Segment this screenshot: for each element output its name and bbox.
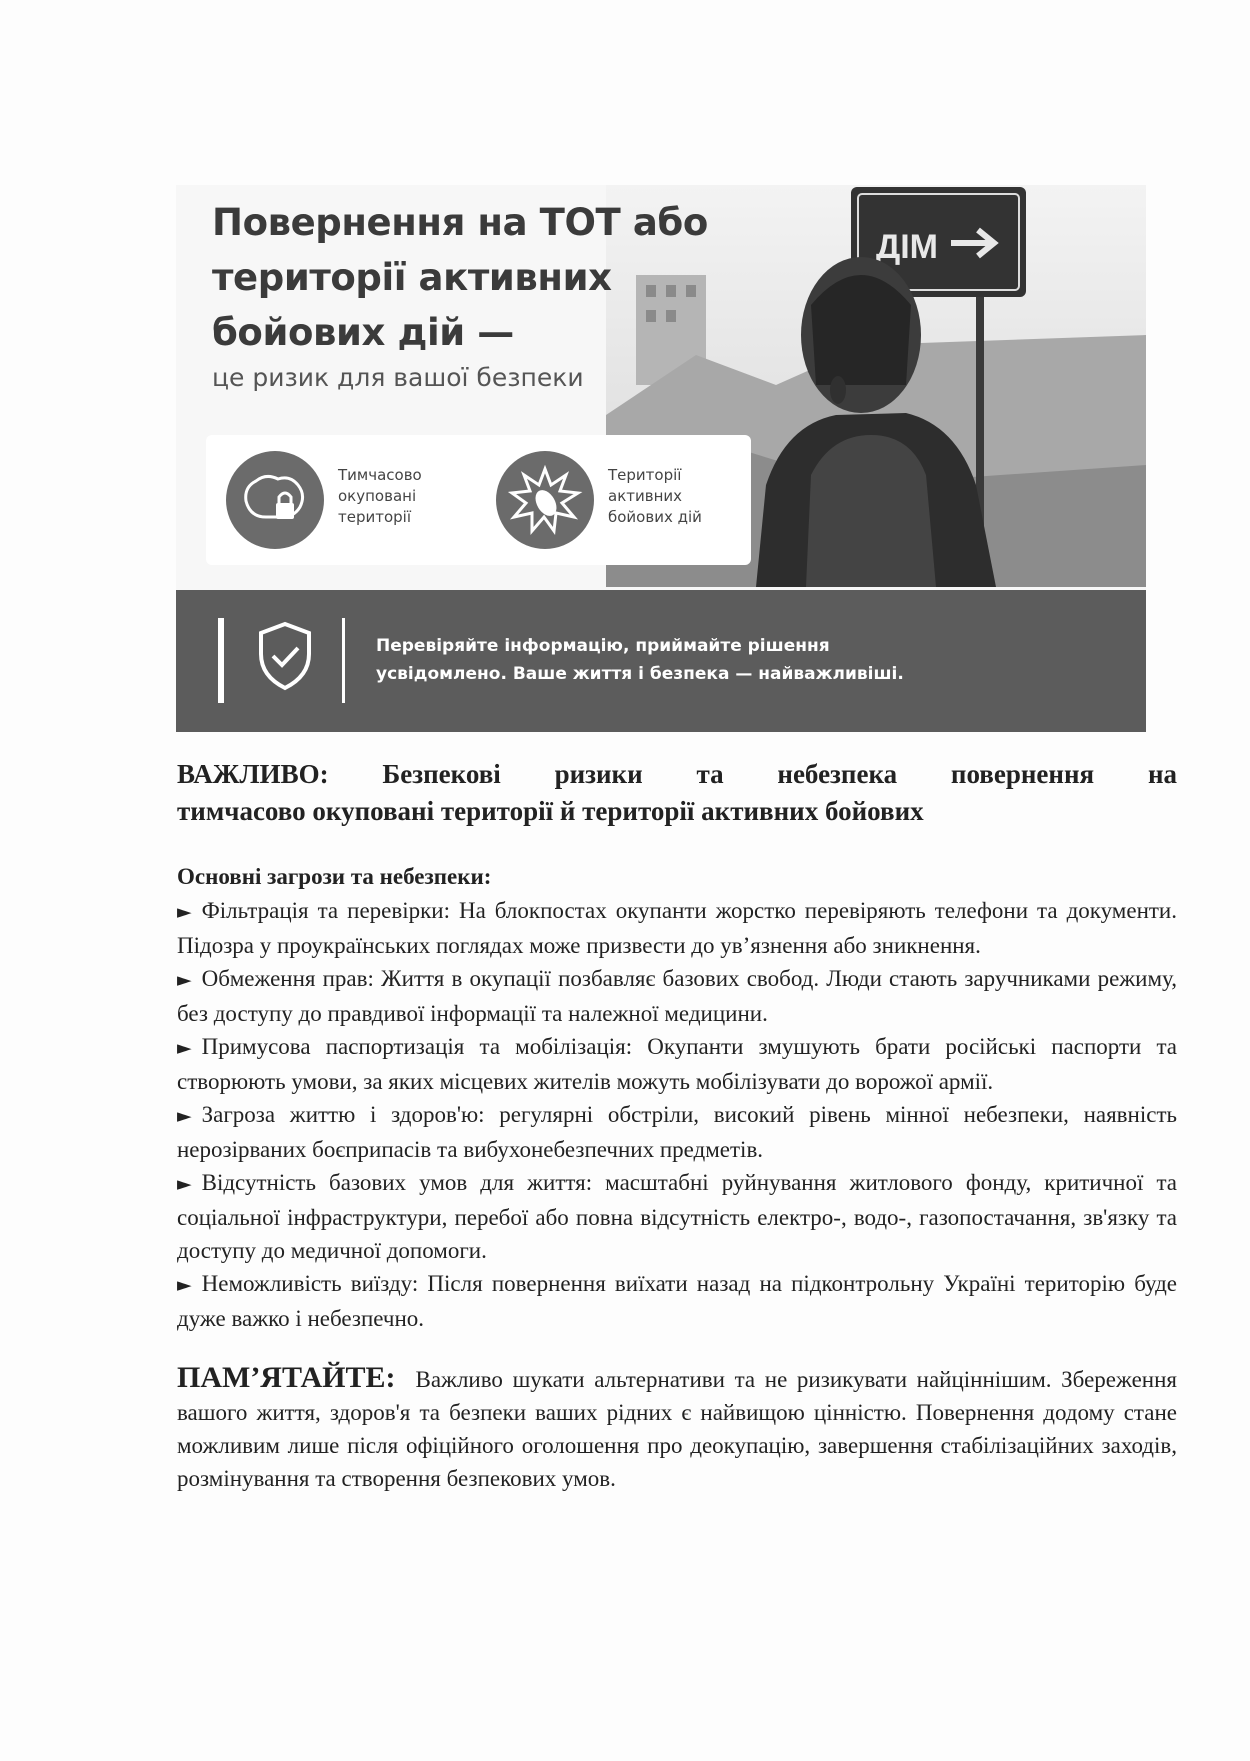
strip-divider xyxy=(218,618,224,703)
card-label-line: активних xyxy=(608,487,683,505)
threat-text: Примусова паспортизація та мобілізація: Окупанти змушують брати російські паспорти та створюють умови, за яких місцевих жителів можуть мобілізувати до ворожої армії. xyxy=(177,1034,1177,1094)
document-title xyxy=(177,756,1177,830)
bullet-triangle-icon: ► xyxy=(177,1037,192,1059)
threat-item xyxy=(177,1030,1177,1098)
threat-item xyxy=(177,1166,1177,1267)
remember-paragraph xyxy=(177,1361,1177,1495)
remember-text: Важливо шукати альтернативи та не ризикувати найціннішим. Збереження вашого життя, здоров'я та безпеки ваших рідних є найвищою цінністю. Повернення додому стане можливим лише після офіційного оголошення про деокупацію, завершення стабілізаційних заходів, розмінування та створення безпекових умов. xyxy=(177,1367,1177,1491)
card-label-line: Тимчасово xyxy=(338,466,422,484)
banner-headline-line: території активних xyxy=(212,256,612,299)
threat-text: Відсутність базових умов для життя: масштабні руйнування житлового фонду, критичної та соціальної інфраструктури, перебої або повна відсутність електро-, водо-, газопостачання, зв'язку та доступу до медичної допомоги. xyxy=(177,1170,1177,1263)
threat-item xyxy=(177,962,1177,1030)
safety-strip xyxy=(176,590,1146,732)
strip-text-line: усвідомлено. Ваше життя і безпека — найважливіші. xyxy=(376,664,904,684)
strip-divider xyxy=(342,618,345,703)
threat-text: Неможливість виїзду: Після повернення виїхати назад на підконтрольну Україні територію буде дуже важко і небезпечно. xyxy=(177,1271,1177,1331)
strip-text-line: Перевіряйте інформацію, приймайте рішення xyxy=(376,636,830,656)
threat-text: Загроза життю і здоров'ю: регулярні обстріли, високий рівень мінної небезпеки, наявність нерозірваних боєприпасів та вибухонебезпечних предметів. xyxy=(177,1102,1177,1162)
sign-label: ДІМ xyxy=(876,228,938,266)
shield-check-icon xyxy=(255,620,315,692)
banner-heading-block xyxy=(212,195,772,396)
threat-item xyxy=(177,1098,1177,1166)
bullet-triangle-icon: ► xyxy=(177,901,192,923)
threat-item xyxy=(177,894,1177,962)
title-line: тимчасово окуповані території й території активних бойових xyxy=(177,796,924,826)
card-label-line: бойових дій xyxy=(608,508,702,526)
bullet-triangle-icon: ► xyxy=(177,1173,192,1195)
document-body xyxy=(177,756,1177,1495)
threat-item xyxy=(177,1267,1177,1335)
threats-heading: Основні загрози та небезпеки: xyxy=(177,864,492,889)
card-label-line: території xyxy=(338,508,412,526)
bullet-triangle-icon: ► xyxy=(177,969,192,991)
banner-subheadline: це ризик для вашої безпеки xyxy=(212,363,584,392)
card-label-line: окуповані xyxy=(338,487,417,505)
threat-text: Фільтрація та перевірки: На блокпостах окупанти жорстко перевіряють телефони та документи. Підозра у проукраїнських поглядах може призвести до ув’язнення або зникнення. xyxy=(177,898,1177,958)
explosion-icon xyxy=(496,451,594,549)
category-cards xyxy=(206,435,751,565)
remember-lead: ПАМ’ЯТАЙТЕ: xyxy=(177,1361,396,1394)
hero-banner xyxy=(176,185,1146,732)
banner-headline-line: Повернення на ТОТ або xyxy=(212,201,708,244)
title-line: ВАЖЛИВО: Безпекові ризики та небезпека повернення на xyxy=(177,759,1177,789)
card-label-line: Території xyxy=(608,466,682,484)
banner-headline-line: бойових дій — xyxy=(212,311,514,354)
bullet-triangle-icon: ► xyxy=(177,1105,192,1127)
bullet-triangle-icon: ► xyxy=(177,1274,192,1296)
threat-text: Обмеження прав: Життя в окупації позбавляє базових свобод. Люди стають заручниками режиму, без доступу до правдивої інформації та належної медицини. xyxy=(177,966,1177,1026)
map-lock-icon xyxy=(226,451,324,549)
